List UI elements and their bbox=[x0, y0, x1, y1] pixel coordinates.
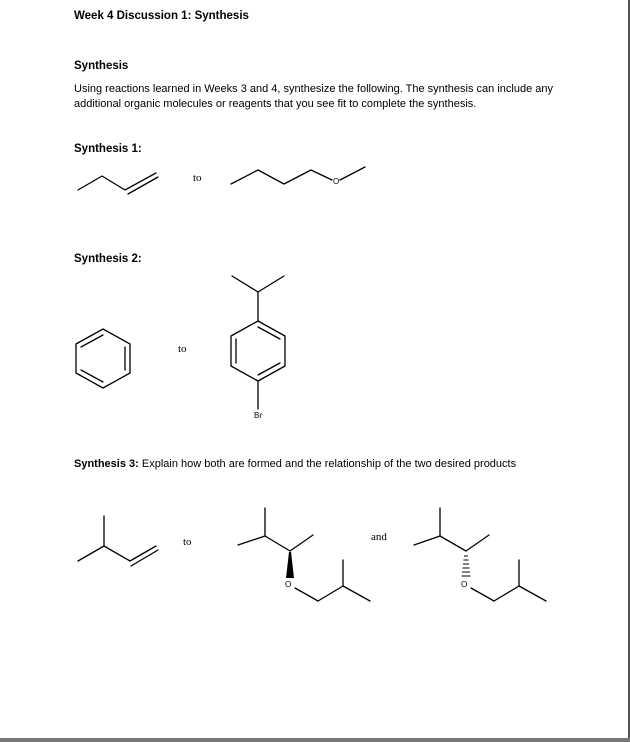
synthesis-3-description: Explain how both are formed and the relationship of the two desired products bbox=[141, 458, 517, 470]
synthesis-3-and: and bbox=[371, 531, 387, 543]
synthesis-2-label: Synthesis 2: bbox=[74, 253, 142, 265]
synthesis-3-oxygen-label-2: O bbox=[461, 580, 468, 589]
synthesis-2-benzene-structure bbox=[76, 329, 130, 388]
synthesis-3-to: to bbox=[183, 536, 192, 548]
section-heading: Synthesis bbox=[74, 60, 129, 72]
synthesis-3-oxygen-label-1: O bbox=[285, 580, 292, 589]
synthesis-1-oxygen-label: O bbox=[333, 177, 340, 186]
synthesis-3-product-1-structure bbox=[238, 508, 370, 601]
page-bottom-edge bbox=[0, 738, 630, 742]
synthesis-1-product-structure bbox=[231, 167, 365, 184]
synthesis-2-bromine-label: Br bbox=[254, 411, 262, 420]
intro-paragraph: Using reactions learned in Weeks 3 and 4, synthesize the following. The synthesis can include any additional organic molecules or reagents that you see fit to complete the synthesis. bbox=[74, 83, 553, 110]
synthesis-2-product-structure bbox=[231, 276, 285, 409]
synthesis-3-product-2-structure bbox=[414, 508, 546, 601]
synthesis-3-reactant-structure bbox=[78, 516, 158, 566]
synthesis-1-label: Synthesis 1: bbox=[74, 143, 142, 155]
synthesis-1-reactant-structure bbox=[78, 173, 158, 194]
synthesis-1-to: to bbox=[193, 172, 202, 184]
synthesis-2-to: to bbox=[178, 343, 187, 355]
synthesis-3-label: Synthesis 3: bbox=[74, 458, 139, 470]
page-title: Week 4 Discussion 1: Synthesis bbox=[74, 10, 249, 22]
